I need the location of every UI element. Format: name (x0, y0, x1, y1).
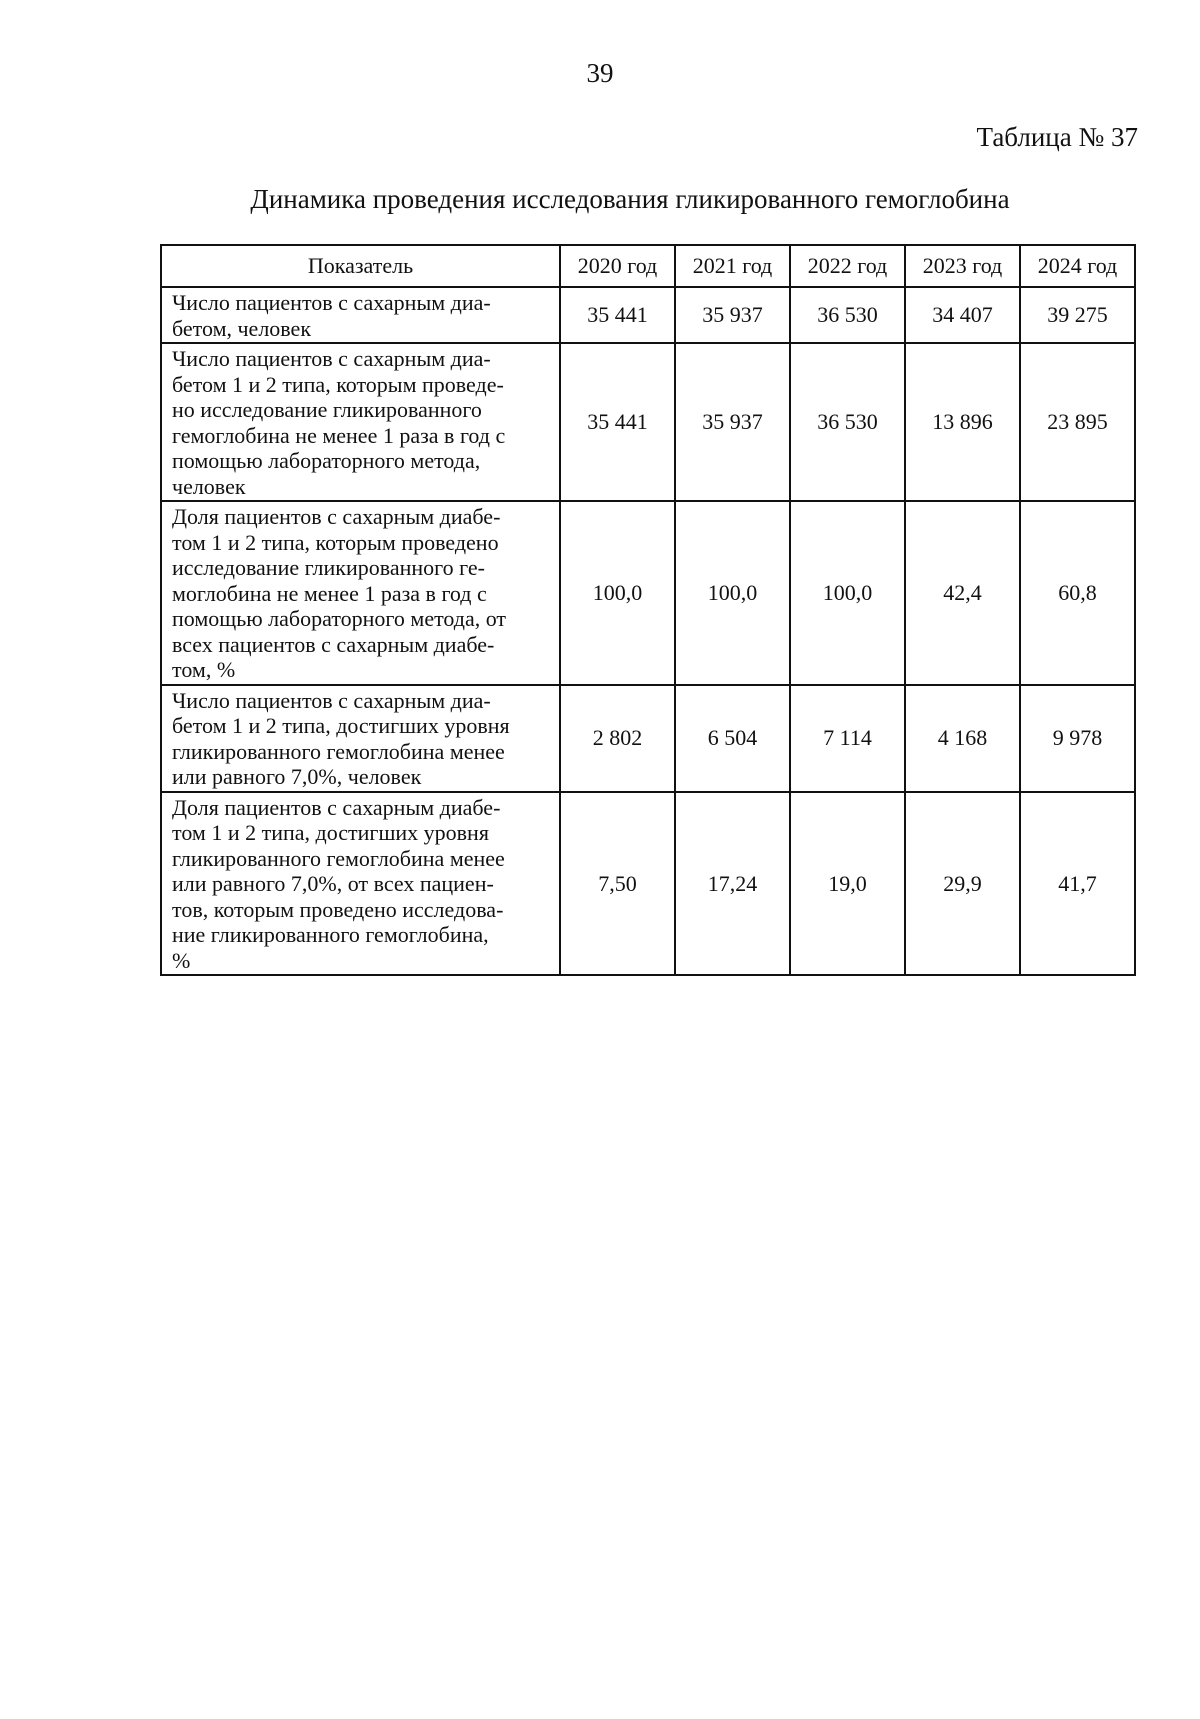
value-cell: 41,7 (1020, 792, 1135, 976)
table-row (161, 287, 1135, 343)
header-cell-year: 2021 год (675, 245, 790, 287)
row-label: Доля пациентов с сахарным диабе- том 1 и 2 типа, которым проведено исследование гликированного ге- моглобина не менее 1 раза в год с помощью лабораторного метода, от всех пациентов с сахарным диабе- том, % (161, 501, 560, 685)
value-cell: 29,9 (905, 792, 1020, 976)
value-cell: 7,50 (560, 792, 675, 976)
table-row (161, 501, 1135, 685)
table-row (161, 685, 1135, 792)
value-cell: 100,0 (560, 501, 675, 685)
header-cell-indicator: Показатель (161, 245, 560, 287)
value-cell: 6 504 (675, 685, 790, 792)
page-number: 39 (586, 58, 614, 88)
header-cell-year: 2024 год (1020, 245, 1135, 287)
data-table (160, 244, 1136, 976)
row-label: Число пациентов с сахарным диа- бетом, человек (161, 287, 560, 343)
value-cell: 100,0 (790, 501, 905, 685)
value-cell: 100,0 (675, 501, 790, 685)
value-cell: 36 530 (790, 343, 905, 501)
value-cell: 9 978 (1020, 685, 1135, 792)
value-cell: 19,0 (790, 792, 905, 976)
header-cell-year: 2023 год (905, 245, 1020, 287)
row-label: Число пациентов с сахарным диа- бетом 1 и 2 типа, достигших уровня гликированного гемоглобина менее или равного 7,0%, человек (161, 685, 560, 792)
value-cell: 35 441 (560, 343, 675, 501)
table-label: Таблица № 37 (976, 122, 1138, 152)
value-cell: 36 530 (790, 287, 905, 343)
table-row (161, 792, 1135, 976)
value-cell: 7 114 (790, 685, 905, 792)
row-label: Доля пациентов с сахарным диабе- том 1 и 2 типа, достигших уровня гликированного гемоглобина менее или равного 7,0%, от всех пациен- тов, которым проведено исследова- ние гликированного гемоглобина, % (161, 792, 560, 976)
value-cell: 13 896 (905, 343, 1020, 501)
value-cell: 4 168 (905, 685, 1020, 792)
value-cell: 35 937 (675, 343, 790, 501)
value-cell: 23 895 (1020, 343, 1135, 501)
header-cell-year: 2020 год (560, 245, 675, 287)
value-cell: 60,8 (1020, 501, 1135, 685)
table-header-row (161, 245, 1135, 287)
value-cell: 34 407 (905, 287, 1020, 343)
value-cell: 2 802 (560, 685, 675, 792)
value-cell: 42,4 (905, 501, 1020, 685)
value-cell: 17,24 (675, 792, 790, 976)
row-label: Число пациентов с сахарным диа- бетом 1 и 2 типа, которым проведе- но исследование гликированного гемоглобина не менее 1 раза в год с помощью лабораторного метода, человек (161, 343, 560, 501)
value-cell: 39 275 (1020, 287, 1135, 343)
table-row (161, 343, 1135, 501)
value-cell: 35 441 (560, 287, 675, 343)
header-cell-year: 2022 год (790, 245, 905, 287)
table-title: Динамика проведения исследования гликированного гемоглобина (250, 184, 1010, 214)
value-cell: 35 937 (675, 287, 790, 343)
